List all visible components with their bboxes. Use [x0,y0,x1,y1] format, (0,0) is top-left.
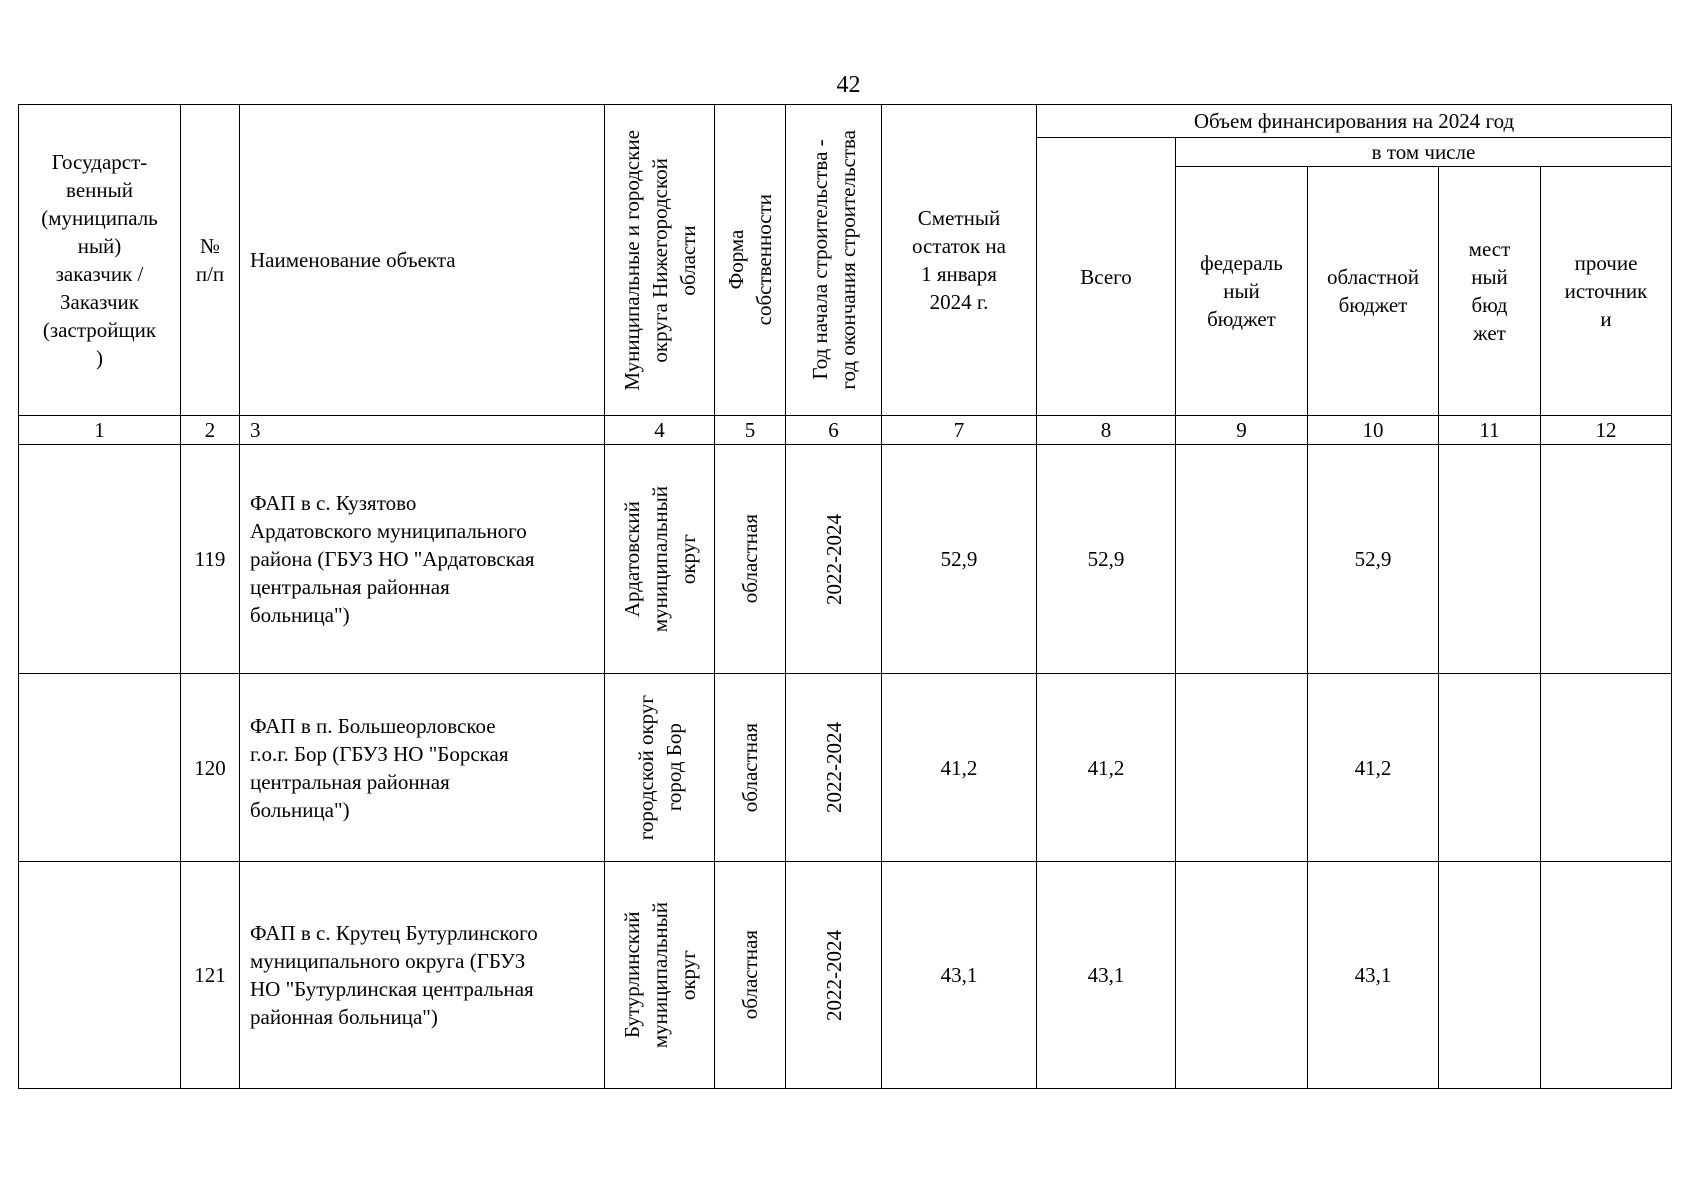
column-number: 9 [1176,416,1308,445]
cell-ownership-text: областная [738,722,762,813]
cell-regional: 43,1 [1308,862,1439,1089]
cell-local [1439,445,1541,674]
cell-years-text: 2022-2024 [821,722,846,813]
column-number: 2 [181,416,240,445]
header-num: № п/п [181,105,240,416]
table-row [19,674,1672,862]
cell-district-text: городской округ город Бор [633,694,686,841]
header-federal: федераль ный бюджет [1176,167,1308,416]
cell-num: 119 [181,445,240,674]
header-years-text: Год начала строительства - год окончания строительства [807,130,860,390]
cell-federal [1176,674,1308,862]
column-number: 10 [1308,416,1439,445]
cell-district [605,445,715,674]
cell-ownership [715,674,786,862]
column-number: 8 [1037,416,1176,445]
header-total: Всего [1037,138,1176,416]
header-object-name: Наименование объекта [240,105,605,416]
table-row [19,862,1672,1089]
cell-other [1541,862,1672,1089]
cell-object-name: ФАП в с. Крутец Бутурлинского муниципального округа (ГБУЗ НО "Бутурлинская центральная районная больница") [240,862,605,1089]
cell-ownership [715,445,786,674]
header-other: прочие источник и [1541,167,1672,416]
header-estimate: Сметный остаток на 1 января 2024 г. [882,105,1037,416]
column-number: 7 [882,416,1037,445]
cell-district-text: Ардатовский муниципальный округ [619,485,700,633]
cell-local [1439,674,1541,862]
cell-other [1541,445,1672,674]
column-number-row [19,416,1672,445]
cell-estimate: 41,2 [882,674,1037,862]
page-number: 42 [836,72,861,98]
cell-district [605,674,715,862]
cell-years-text: 2022-2024 [821,513,846,605]
cell-district-text: Бутурлинский муниципальный округ [619,901,700,1049]
cell-object-name: ФАП в с. Кузятово Ардатовского муниципального района (ГБУЗ НО "Ардатовская центральная районная больница") [240,445,605,674]
cell-total: 52,9 [1037,445,1176,674]
cell-years [786,862,882,1089]
cell-local [1439,862,1541,1089]
cell-estimate: 52,9 [882,445,1037,674]
cell-ownership [715,862,786,1089]
header-customer: Государст- венный (муниципаль ный) заказчик / Заказчик (застройщик ) [19,105,181,416]
header-ownership-text: Форма собственности [724,194,776,326]
cell-customer [19,862,181,1089]
cell-regional: 41,2 [1308,674,1439,862]
table-row [19,445,1672,674]
cell-years-text: 2022-2024 [821,929,846,1021]
cell-years [786,674,882,862]
header-local: мест ный бюд жет [1439,167,1541,416]
header-funding-group: Объем финансирования на 2024 год [1037,105,1672,138]
column-number: 12 [1541,416,1672,445]
cell-total: 41,2 [1037,674,1176,862]
cell-district [605,862,715,1089]
column-number: 5 [715,416,786,445]
column-number: 4 [605,416,715,445]
cell-regional: 52,9 [1308,445,1439,674]
financing-table [18,104,1672,1089]
header-regional: областной бюджет [1308,167,1439,416]
cell-federal [1176,862,1308,1089]
cell-num: 120 [181,674,240,862]
cell-customer [19,445,181,674]
cell-num: 121 [181,862,240,1089]
cell-federal [1176,445,1308,674]
column-number: 6 [786,416,882,445]
cell-customer [19,674,181,862]
cell-object-name: ФАП в п. Большеорловское г.о.г. Бор (ГБУЗ НО "Борская центральная районная больница") [240,674,605,862]
header-district-text: Муниципальные и городские округа Нижегородской области [619,129,700,391]
cell-years [786,445,882,674]
header-years [786,105,882,416]
cell-total: 43,1 [1037,862,1176,1089]
column-number: 1 [19,416,181,445]
cell-estimate: 43,1 [882,862,1037,1089]
column-number: 3 [240,416,605,445]
cell-other [1541,674,1672,862]
header-including: в том числе [1176,138,1672,167]
column-number: 11 [1439,416,1541,445]
cell-ownership-text: областная [738,930,762,1020]
header-ownership [715,105,786,416]
cell-ownership-text: областная [738,514,762,604]
header-district [605,105,715,416]
